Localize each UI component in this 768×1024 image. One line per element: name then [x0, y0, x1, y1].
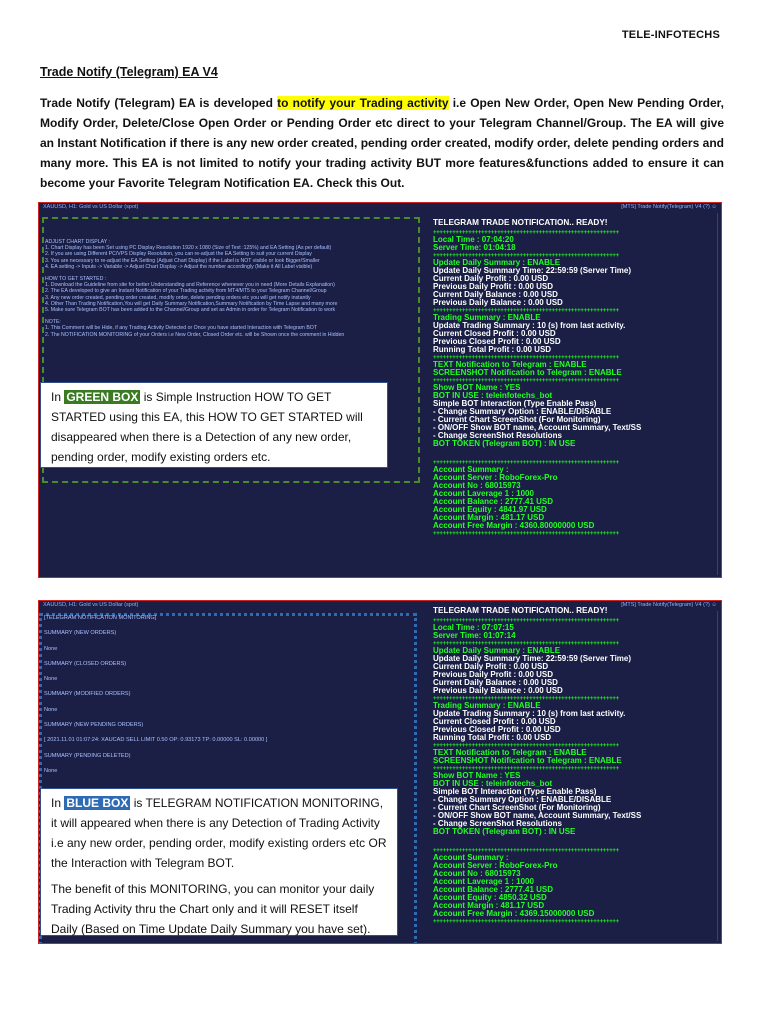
callout-text: is Simple Instruction HOW TO GET STARTED using this EA, this HOW TO GET STARTED will disappeared when there is a Detection of any new order, pending order, modify existing orders etc. [51, 390, 363, 464]
show-bot-name: Show BOT Name : YES [433, 383, 521, 392]
update-daily-summary: Update Daily Summary : ENABLE [433, 258, 561, 267]
chart-ea-label: [MTS] Trade Notify(Telegram) V4 (?) ☺ [621, 204, 717, 210]
chart-symbol-label: XAUUSD, H1: Gold vs US Dollar (spot) [43, 204, 139, 210]
account-server: Account Server : RoboForex-Pro [433, 473, 558, 482]
intro-highlight: to notify your Trading activity [277, 96, 449, 110]
bot-in-use: BOT IN USE : teleinfotechs_bot [433, 391, 553, 400]
separator: ++++++++++++++++++++++++++++++++++++++++++++++++++++++++++ [433, 641, 619, 647]
intro-paragraph [40, 93, 724, 193]
monitoring-line: SUMMARY (NEW PENDING ORDERS) [44, 722, 144, 729]
account-number: Account No : 68015973 [433, 481, 521, 490]
separator: ++++++++++++++++++++++++++++++++++++++++++++++++++++++++++ [433, 696, 619, 702]
trading-summary: Trading Summary : ENABLE [433, 313, 541, 322]
intro-text-before: Trade Notify (Telegram) EA is developed [40, 96, 278, 110]
instruction-line: HOW TO GET STARTED : [45, 276, 107, 283]
green-box-tag: GREEN BOX [66, 390, 139, 404]
previous-daily-profit: Previous Daily Profit : 0.00 USD [433, 670, 554, 679]
previous-daily-profit: Previous Daily Profit : 0.00 USD [433, 282, 554, 291]
screenshot-notification-status: SCREENSHOT Notification to Telegram : ENABLE [433, 368, 622, 377]
previous-closed-profit: Previous Closed Profit : 0.00 USD [433, 725, 561, 734]
instruction-line: 3. You are necessary to re-adjust the EA Setting (Adjust Chart Display) if the Label is NOT visible or look Bigger/Smaller [45, 257, 320, 264]
separator: ++++++++++++++++++++++++++++++++++++++++++++++++++++++++++ [433, 355, 619, 361]
monitoring-line: None [44, 767, 58, 774]
monitoring-line: None [44, 706, 58, 713]
instruction-line: ADJUST CHART DISPLAY : [45, 239, 110, 245]
monitoring-line: [ 2021.11.01 01:07:24: XAUCAD SELL LIMIT 0.50 OP: 0.93173 TP: 0.00000 SL: 0.00000 ] [44, 737, 268, 744]
text-notification-status: TEXT Notification to Telegram : ENABLE [433, 748, 587, 757]
update-daily-summary: Update Daily Summary : ENABLE [433, 646, 561, 655]
account-number: Account No : 68015973 [433, 869, 521, 878]
show-bot-name: Show BOT Name : YES [433, 771, 521, 780]
separator: ++++++++++++++++++++++++++++++++++++++++++++++++++++++++++ [433, 618, 619, 624]
current-daily-profit: Current Daily Profit : 0.00 USD [433, 662, 549, 671]
telegram-notification-panel [433, 219, 713, 537]
account-margin: Account Margin : 481.17 USD [433, 513, 545, 522]
callout-prefix: In [51, 390, 65, 404]
bot-token-status: BOT TOKEN (Telegram BOT) : IN USE [433, 439, 576, 448]
instruction-line: 1. Chart Display has been Set using PC Display Resolution 1920 x 1080 (Size of Text :125%) and EA Setting (As per default) [45, 245, 332, 252]
bot-in-use: BOT IN USE : teleinfotechs_bot [433, 779, 553, 788]
running-total-profit: Running Total Profit : 0.00 USD [433, 733, 552, 742]
chart-symbol-label: XAUUSD, H1: Gold vs US Dollar (spot) [43, 602, 139, 608]
monitoring-line: [TELEGRAM NOTIFICATION MONITORING] [44, 615, 157, 621]
current-closed-profit: Current Closed Profit : 0.00 USD [433, 329, 556, 338]
current-closed-profit: Current Closed Profit : 0.00 USD [433, 717, 556, 726]
callout-text: is TELEGRAM NOTIFICATION MONITORING, it will appeared when there is any Detection of Trading Activity i.e any new order, pending order, modify existing orders etc OR the Interaction with Telegram BOT. [51, 796, 387, 870]
trading-summary: Trading Summary : ENABLE [433, 701, 541, 710]
chart-scale-edge [717, 213, 718, 575]
chart-ea-label: [MTS] Trade Notify(Telegram) V4 (?) ☺ [621, 602, 717, 608]
screenshot-notification-status: SCREENSHOT Notification to Telegram : ENABLE [433, 756, 622, 765]
account-equity: Account Equity : 4850.32 USD [433, 893, 547, 902]
simple-bot-interaction: Simple BOT Interaction (Type Enable Pass) [433, 399, 597, 408]
current-chart-screenshot: - Current Chart ScreenShot (For Monitoring) [433, 415, 601, 424]
intro-text-after: i.e Open New Order, Open New Pending Order, Modify Order, Delete/Close Open Order or Pending Order etc direct to your Telegram Channel/Group. The EA will give an Instant Notification if there is any new order created, pending order created, modify order, delete pending orders and many more. This EA is not limited to notify your trading activity BUT more features&functions added to ensure it can become your Favorite Telegram Notification EA. Check this Out. [40, 96, 724, 190]
document-title: Trade Notify (Telegram) EA V4 [40, 65, 218, 79]
monitoring-line: SUMMARY (NEW ORDERS) [44, 630, 117, 637]
blue-box-callout [40, 788, 398, 936]
previous-closed-profit: Previous Closed Profit : 0.00 USD [433, 337, 561, 346]
account-balance: Account Balance : 2777.41 USD [433, 497, 554, 506]
monitoring-line: SUMMARY (CLOSED ORDERS) [44, 660, 127, 667]
chart-instructions [45, 239, 415, 338]
onoff-show-bot: - ON/OFF Show BOT name, Account Summary, Text/SS [433, 811, 642, 820]
account-margin: Account Margin : 481.17 USD [433, 901, 545, 910]
separator: ++++++++++++++++++++++++++++++++++++++++++++++++++++++++++ [433, 378, 619, 384]
previous-daily-balance: Previous Daily Balance : 0.00 USD [433, 298, 563, 307]
instruction-line: 4. Other Than Trading Notification,You will get Daily Summary Notification,Summary Notification by Time Lapse and many more [45, 300, 338, 307]
account-equity: Account Equity : 4841.97 USD [433, 505, 547, 514]
current-daily-profit: Current Daily Profit : 0.00 USD [433, 274, 549, 283]
instruction-line: NOTE: [45, 319, 61, 326]
notification-title: TELEGRAM TRADE NOTIFICATION.. READY! [433, 218, 608, 227]
notification-spacer [433, 448, 713, 459]
notification-spacer [433, 836, 713, 847]
onoff-show-bot: - ON/OFF Show BOT name, Account Summary, Text/SS [433, 423, 642, 432]
separator: ++++++++++++++++++++++++++++++++++++++++++++++++++++++++++ [433, 919, 619, 925]
instruction-line: 2. If you are using Different PC/VPS Display Resolution, you can re-adjust the EA Setting to suit your current Display [45, 251, 312, 258]
current-chart-screenshot: - Current Chart ScreenShot (For Monitoring) [433, 803, 601, 812]
callout-benefit: The benefit of this MONITORING, you can monitor your daily Trading Activity thru the Chart only and it will RESET itself Daily (Based on Time Update Daily Summary you have set). [51, 882, 375, 936]
green-box-callout [40, 382, 388, 468]
update-daily-summary-time: Update Daily Summary Time: 22:59:59 (Server Time) [433, 266, 632, 275]
change-summary-option: - Change Summary Option : ENABLE/DISABLE [433, 795, 612, 804]
separator: ++++++++++++++++++++++++++++++++++++++++++++++++++++++++++ [433, 766, 619, 772]
account-free-margin: Account Free Margin : 4369.15000000 USD [433, 909, 595, 918]
brand-header: TELE-INFOTECHS [621, 29, 720, 41]
separator: ++++++++++++++++++++++++++++++++++++++++++++++++++++++++++ [433, 253, 619, 259]
separator: ++++++++++++++++++++++++++++++++++++++++++++++++++++++++++ [433, 531, 619, 537]
chart-scale-edge [717, 611, 718, 941]
monitoring-line: None [44, 645, 58, 652]
monitoring-line: None [44, 676, 58, 683]
separator: ++++++++++++++++++++++++++++++++++++++++++++++++++++++++++ [433, 230, 619, 236]
update-trading-summary: Update Trading Summary : 10 (s) from last activity. [433, 321, 626, 330]
monitoring-line: SUMMARY (MODIFIED ORDERS) [44, 691, 131, 698]
current-daily-balance: Current Daily Balance : 0.00 USD [433, 678, 558, 687]
callout-prefix: In [51, 796, 65, 810]
instruction-line: 2. The EA developed to give an Instant Notification of your Trading activity from MT4/MT5 to your Telegram Channel/Group [45, 288, 327, 295]
account-balance: Account Balance : 2777.41 USD [433, 885, 554, 894]
bot-token-status: BOT TOKEN (Telegram BOT) : IN USE [433, 827, 576, 836]
simple-bot-interaction: Simple BOT Interaction (Type Enable Pass) [433, 787, 597, 796]
current-daily-balance: Current Daily Balance : 0.00 USD [433, 290, 558, 299]
notification-monitoring-list [44, 615, 414, 783]
instruction-line: 4. EA setting -> Inputs -> Variable -> Adjust Chart Display -> Adjust the number accordingly (Make it All Label visible) [45, 263, 313, 270]
callout-paragraph [51, 793, 387, 873]
change-summary-option: - Change Summary Option : ENABLE/DISABLE [433, 407, 612, 416]
previous-daily-balance: Previous Daily Balance : 0.00 USD [433, 686, 563, 695]
instruction-line: 3. Any new order created, pending order created, modify order, delete pending orders etc you will get notify instantly [45, 294, 311, 301]
account-summary-heading: Account Summary : [433, 853, 509, 862]
separator: ++++++++++++++++++++++++++++++++++++++++++++++++++++++++++ [433, 743, 619, 749]
account-server: Account Server : RoboForex-Pro [433, 861, 558, 870]
separator: ++++++++++++++++++++++++++++++++++++++++++++++++++++++++++ [433, 308, 619, 314]
separator: ++++++++++++++++++++++++++++++++++++++++++++++++++++++++++ [433, 848, 619, 854]
account-leverage: Account Laverage 1 : 1000 [433, 877, 534, 886]
blue-box-tag: BLUE BOX [66, 796, 129, 810]
instruction-line: 2. The NOTIFICATION MONITORING of your Orders i.e New Order, Closed Order etc. will be Shown once the comment in Hidden [45, 331, 345, 338]
monitoring-line: SUMMARY (PENDING DELETED) [44, 752, 131, 759]
account-summary-heading: Account Summary : [433, 465, 509, 474]
account-leverage: Account Laverage 1 : 1000 [433, 489, 534, 498]
text-notification-status: TEXT Notification to Telegram : ENABLE [433, 360, 587, 369]
instruction-line: 1. This Comment will be Hide, if any Trading Activity Detected or Once you have started Interaction with Telegram BOT [45, 325, 317, 332]
separator: ++++++++++++++++++++++++++++++++++++++++++++++++++++++++++ [433, 460, 619, 466]
local-time: Local Time : 07:07:15 [433, 623, 514, 632]
server-time: Server Time: 01:04:18 [433, 243, 516, 252]
change-screenshot-resolutions: - Change ScreenShot Resolutions [433, 431, 562, 440]
update-daily-summary-time: Update Daily Summary Time: 22:59:59 (Server Time) [433, 654, 632, 663]
instruction-line: 1. Download the Guideline from site for better Understanding and Reference whenever you in need (More Details Explanation) [45, 282, 335, 289]
notification-title: TELEGRAM TRADE NOTIFICATION.. READY! [433, 606, 608, 615]
running-total-profit: Running Total Profit : 0.00 USD [433, 345, 552, 354]
instruction-line: 5. Make sure Telegram BOT has been added to the Channel/Group and set as Admin in order for Telegram Notification to work [45, 307, 336, 314]
local-time: Local Time : 07:04:20 [433, 235, 514, 244]
update-trading-summary: Update Trading Summary : 10 (s) from last activity. [433, 709, 626, 718]
telegram-notification-panel [433, 607, 713, 925]
server-time: Server Time: 01:07:14 [433, 631, 516, 640]
change-screenshot-resolutions: - Change ScreenShot Resolutions [433, 819, 562, 828]
account-free-margin: Account Free Margin : 4360.80000000 USD [433, 521, 595, 530]
